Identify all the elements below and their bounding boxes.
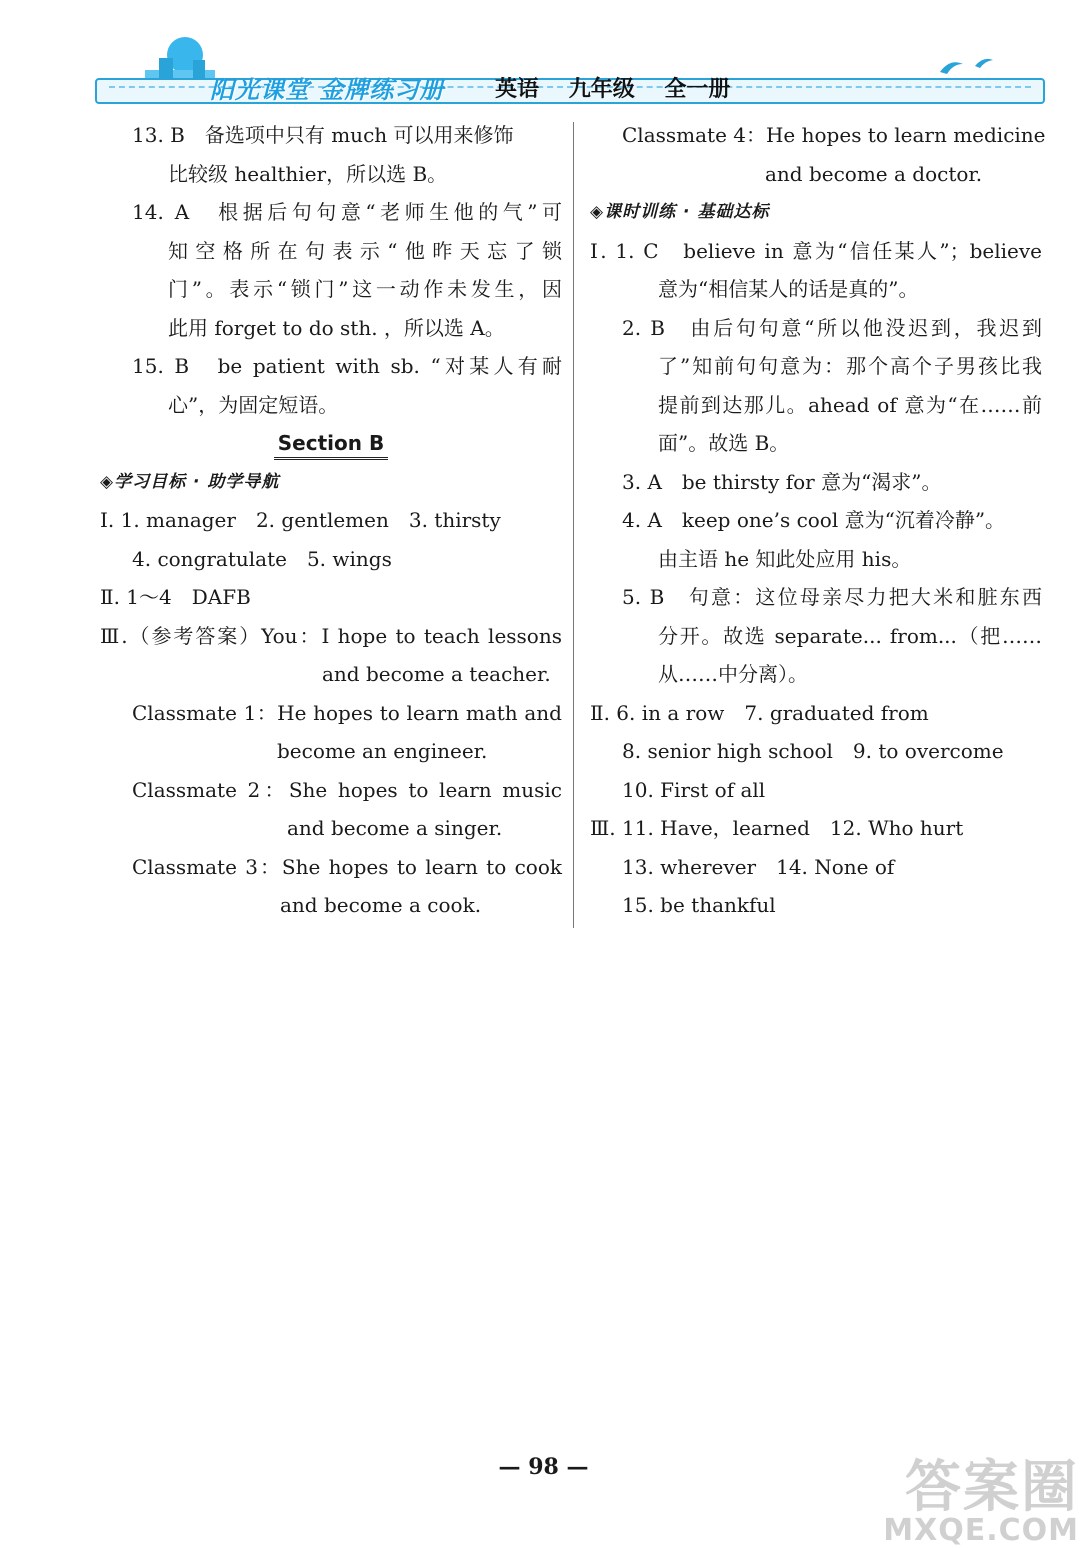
answer-line: Ⅱ. 6. in a row 7. graduated from [590, 700, 929, 725]
watermark-url: MXQE.COM [883, 1513, 1079, 1548]
answer-line: Ⅰ. 1. manager 2. gentlemen 3. thirsty [100, 508, 501, 532]
answer-line: 了”知前句句意为：那个高个子男孩比我 [658, 354, 1042, 378]
answer-line: 2. B 由后句句意“所以他没迟到，我迟到 [622, 315, 1042, 340]
book-info [495, 72, 752, 103]
answer-line: 10. First of all [622, 777, 766, 802]
grade-label: 九年级 [568, 77, 635, 102]
answer-line: 心”，为固定短语。 [168, 392, 339, 417]
answer-line: 门”。表示“锁门”这一动作未发生，因 [168, 277, 562, 301]
answer-line: 4. congratulate 5. wings [132, 546, 392, 571]
answer-line: 13. B 备选项中只有 much 可以用来修饰 [132, 123, 514, 147]
section-title: Section B [274, 429, 388, 460]
answer-line: 比较级 healthier，所以选 B。 [168, 161, 448, 186]
answer-line: 14. A 根据后句句意“老师生他的气”可 [132, 200, 562, 224]
column-divider [573, 122, 574, 928]
answer-line: 由主语 he 知此处应用 his。 [658, 546, 912, 571]
answer-line: and become a teacher. [322, 662, 551, 686]
answer-line: 8. senior high school 9. to overcome [622, 739, 1004, 763]
answer-line: Classmate 1：He hopes to learn math and [132, 700, 562, 725]
answer-line: 从……中分离）。 [658, 662, 808, 686]
answer-line: 知空格所在句表示“他昨天忘了锁 [168, 238, 562, 263]
answer-line: Ⅲ. 11. Have，learned 12. Who hurt [590, 816, 964, 840]
answer-line: Ⅰ. 1. C believe in 意为“信任某人”；believe [590, 238, 1042, 263]
left-column [100, 116, 562, 925]
answer-line: Classmate 4：He hopes to learn medicine [622, 123, 1046, 147]
page-header [95, 30, 1045, 110]
volume-label: 全一册 [664, 77, 731, 102]
subject-label: 英语 [495, 77, 540, 102]
answer-line: 4. A keep one’s cool 意为“沉着冷静”。 [622, 508, 1006, 532]
answer-line: Classmate 2：She hopes to learn music [132, 777, 562, 802]
birds-icon [935, 50, 1005, 80]
subsection-heading: ◈课时训练 · 基础达标 [590, 202, 770, 222]
answer-line: become an engineer. [277, 739, 488, 763]
section-heading [100, 424, 562, 463]
right-column [590, 116, 1052, 925]
answer-line: Ⅱ. 1～4 DAFB [100, 585, 251, 609]
answer-line: 分开。故选 separate... from...（把…… [658, 623, 1042, 648]
answer-line: 3. A be thirsty for 意为“渴求”。 [622, 469, 942, 494]
answer-line: 面”。故选 B。 [658, 431, 790, 455]
answer-line: 意为“相信某人的话是真的”。 [658, 277, 919, 301]
answer-line: Classmate 3：She hopes to learn to cook [132, 854, 562, 879]
answer-line: Ⅲ.（参考答案）You：I hope to teach lessons [100, 623, 562, 648]
subsection-heading: ◈学习目标 · 助学导航 [100, 471, 280, 492]
answer-line: 提前到达那儿。ahead of 意为“在……前 [658, 392, 1042, 417]
answer-line: 15. be thankful [622, 893, 776, 917]
answer-line: and become a cook. [280, 893, 482, 917]
answer-line: and become a doctor. [765, 161, 983, 186]
page-number: — 98 — [498, 1454, 589, 1480]
answer-line: 此用 forget to do sth. ，所以选 A。 [168, 315, 505, 340]
answer-line: 15. B be patient with sb. “对某人有耐 [132, 354, 562, 378]
answer-line: 5. B 句意：这位母亲尽力把大米和脏东西 [622, 585, 1042, 609]
watermark [883, 1455, 1079, 1548]
answer-line: 13. wherever 14. None of [622, 854, 895, 879]
answer-line: and become a singer. [287, 816, 503, 840]
brand-title: 阳光课堂 金牌练习册 [210, 76, 445, 104]
watermark-logo: 答案圈 [905, 1455, 1079, 1520]
